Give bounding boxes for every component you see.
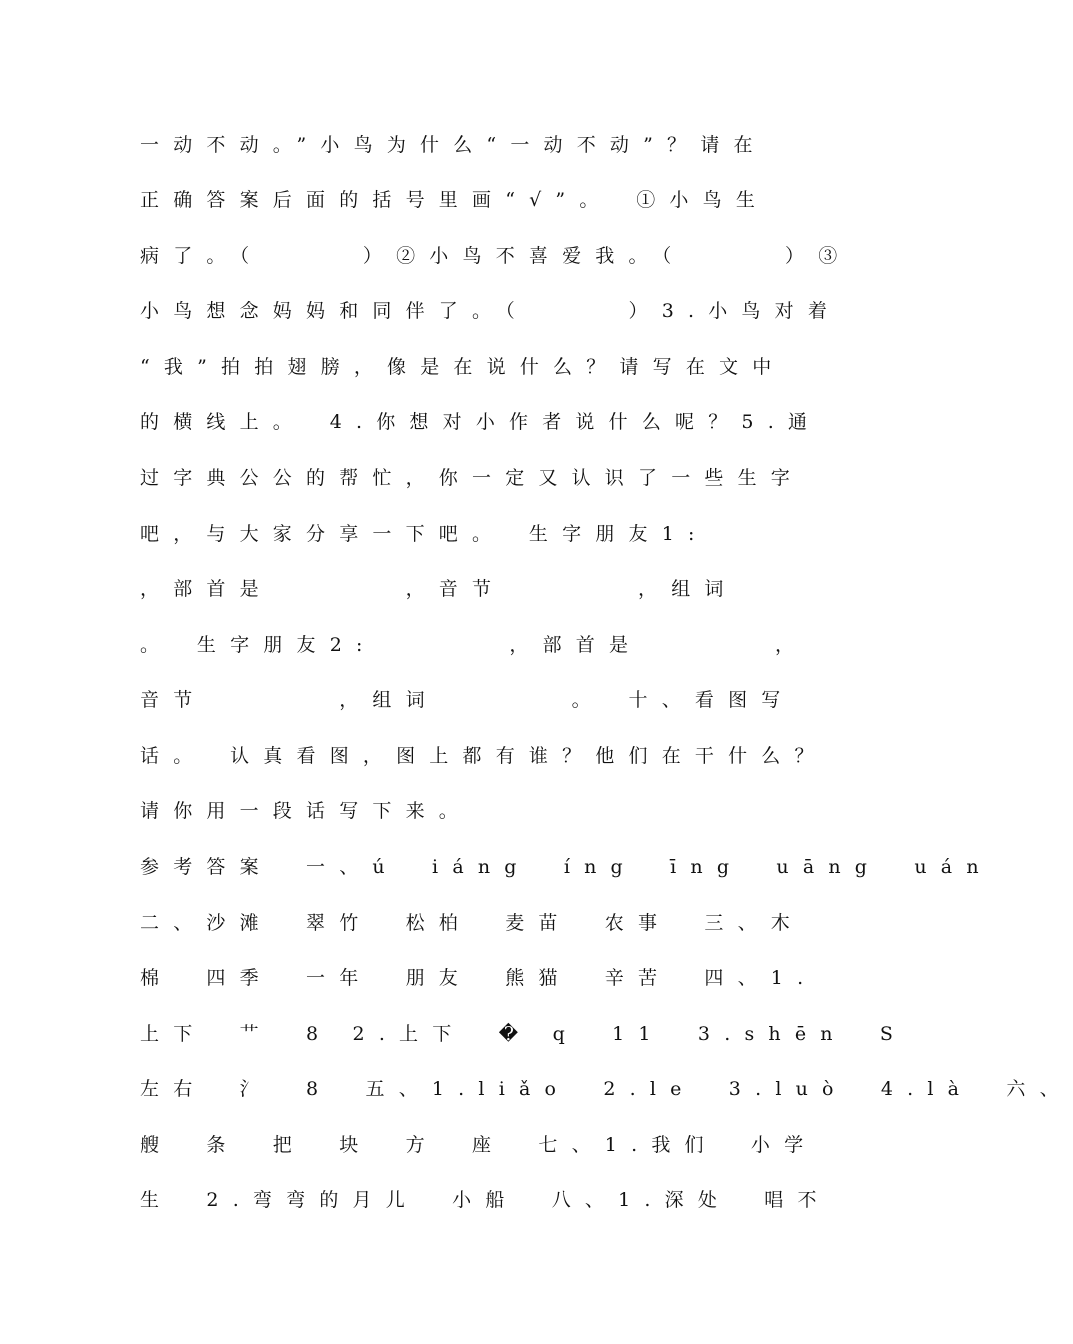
answer-heading-line: 参考答案 一、ú iáng íng īng uāng uán — [140, 856, 993, 878]
text-line-8: 吧，与大家分享一下吧。 生字朋友1: — [140, 523, 709, 545]
answer-line-5: 左右 氵 8 五、1.liǎo 2.le 3.luò 4.là 六、 — [140, 1078, 1073, 1100]
text-line-1: 一动不动。”小鸟为什么“一动不动”？请在 — [140, 134, 767, 156]
answer-line-3: 棉 四季 一年 朋友 熊猫 辛苦 四、1. — [140, 967, 818, 989]
answer-line-2: 二、沙滩 翠竹 松柏 麦苗 农事 三、木 — [140, 912, 805, 934]
answer-line-7: 生 2.弯弯的月儿 小船 八、1.深处 唱不 — [140, 1189, 831, 1211]
answer-line-6: 艘 条 把 块 方 座 七、1.我们 小学 — [140, 1134, 818, 1156]
text-line-10: 。 生字朋友2: ，部首是 ， — [140, 634, 809, 656]
text-line-5: “我”拍拍翅膀，像是在说什么？请写在文中 — [140, 356, 786, 378]
answer-line-4: 上下 艹 8 2.上下 � q 11 3.shēn S — [140, 1023, 908, 1045]
text-line-12: 话。 认真看图，图上都有谁？他们在干什么？ — [140, 745, 828, 767]
text-line-3: 病了。（ ）②小鸟不喜爱我。（ ）③ — [140, 245, 852, 267]
text-line-11: 音节 ，组词 。 十、看图写 — [140, 689, 795, 711]
text-line-7: 过字典公公的帮忙，你一定又认识了一些生字 — [140, 467, 805, 489]
text-line-4: 小鸟想念妈妈和同伴了。（ ）3.小鸟对着 — [140, 300, 842, 322]
text-line-6: 的横线上。 4.你想对小作者说什么呢？5.通 — [140, 411, 822, 433]
text-line-13: 请你用一段话写下来。 — [140, 800, 473, 822]
text-line-9: ，部首是 ，音节 ，组词 — [140, 578, 738, 600]
text-line-2: 正确答案后面的括号里画“√”。 ①小鸟生 — [140, 189, 770, 211]
